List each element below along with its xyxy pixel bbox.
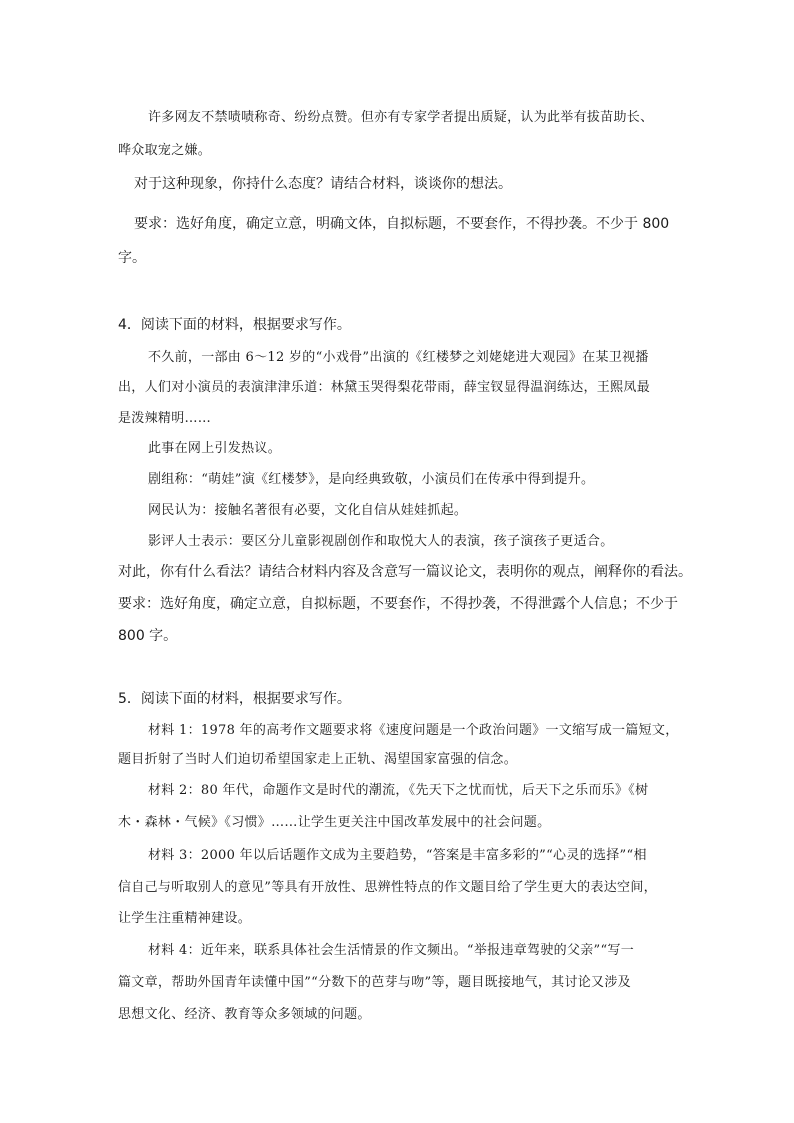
- q4-para1-line-1: 不久前，一部由 6～12 岁的“小戏骨”出演的《红楼梦之刘姥姥进大观园》在某卫视播: [148, 350, 649, 365]
- q5-material3-line-3: 让学生注重精神建设。: [118, 911, 252, 926]
- q3-requirement-line-1: 要求：选好角度，确定立意，明确文体，自拟标题，不要套作，不得抄袭。不少于 800: [134, 216, 670, 232]
- q3-requirement-line-2: 字。: [118, 250, 146, 266]
- q3-material-line-1: 许多网友不禁啧啧称奇、纷纷点赞。但亦有专家学者提出质疑，认为此举有拔苗助长、: [148, 110, 654, 125]
- q4-para3: 剧组称：“萌娃”演《红楼梦》，是向经典致敬，小演员们在传承中得到提升。: [148, 472, 595, 487]
- q5-heading: 5．阅读下面的材料，根据要求写作。: [118, 691, 351, 707]
- q5-material4-line-3: 思想文化、经济、教育等众多领域的问题。: [118, 1007, 371, 1022]
- q3-material-line-2: 哗众取宠之嫌。: [118, 143, 212, 158]
- q4-heading: 4．阅读下面的材料，根据要求写作。: [118, 317, 351, 333]
- q4-para5: 影评人士表示：要区分儿童影视剧创作和取悦大人的表演，孩子演孩子更适合。: [148, 534, 614, 549]
- q4-prompt: 对此，你有什么看法？请结合材料内容及含意写一篇议论文，表明你的观点，阐释你的看法。: [118, 564, 692, 580]
- q5-material2-line-2: 木・森林・气候》《习惯》……让学生更关注中国改革发展中的社会问题。: [118, 815, 551, 830]
- q5-material3-line-1: 材料 3：2000 年以后话题作文成为主要趋势，“答案是丰富多彩的”“心灵的选择”“相: [148, 848, 647, 863]
- q5-material3-line-2: 信自己与听取别人的意见”等具有开放性、思辨性特点的作文题目给了学生更大的表达空间，: [118, 880, 657, 895]
- q5-material2-line-1: 材料 2：80 年代，命题作文是时代的潮流，《先天下之忧而忧，后天下之乐而乐》《树: [148, 783, 649, 798]
- q5-material1-line-1: 材料 1：1978 年的高考作文题要求将《速度问题是一个政治问题》一文缩写成一篇短文，: [148, 723, 679, 738]
- q4-para4: 网民认为：接触名著很有必要，文化自信从娃娃抓起。: [148, 503, 468, 518]
- q5-material4-line-1: 材料 4：近年来，联系具体社会生活情景的作文频出。“举报违章驾驶的父亲”“写一: [148, 943, 635, 958]
- q4-requirement-line-1: 要求：选好角度，确定立意，自拟标题，不要套作，不得抄袭，不得泄露个人信息；不少于: [118, 596, 678, 612]
- q4-para1-line-3: 是泼辣精明……: [118, 411, 212, 426]
- q5-material4-line-2: 篇文章，帮助外国青年读懂中国”“分数下的芭芽与吻”等，题目既接地气，其讨论又涉及: [118, 975, 631, 990]
- q3-prompt: 对于这种现象，你持什么态度？请结合材料，谈谈你的想法。: [134, 176, 512, 192]
- q5-material1-line-2: 题目折射了当时人们迫切希望国家走上正轨、渴望国家富强的信念。: [118, 752, 518, 767]
- q4-para1-line-2: 出，人们对小演员的表演津津乐道：林黛玉哭得梨花带雨，薛宝钗显得温润练达，王熙凤最: [118, 380, 651, 395]
- q4-requirement-line-2: 800 字。: [118, 628, 178, 644]
- q4-para2: 此事在网上引发热议。: [148, 441, 282, 456]
